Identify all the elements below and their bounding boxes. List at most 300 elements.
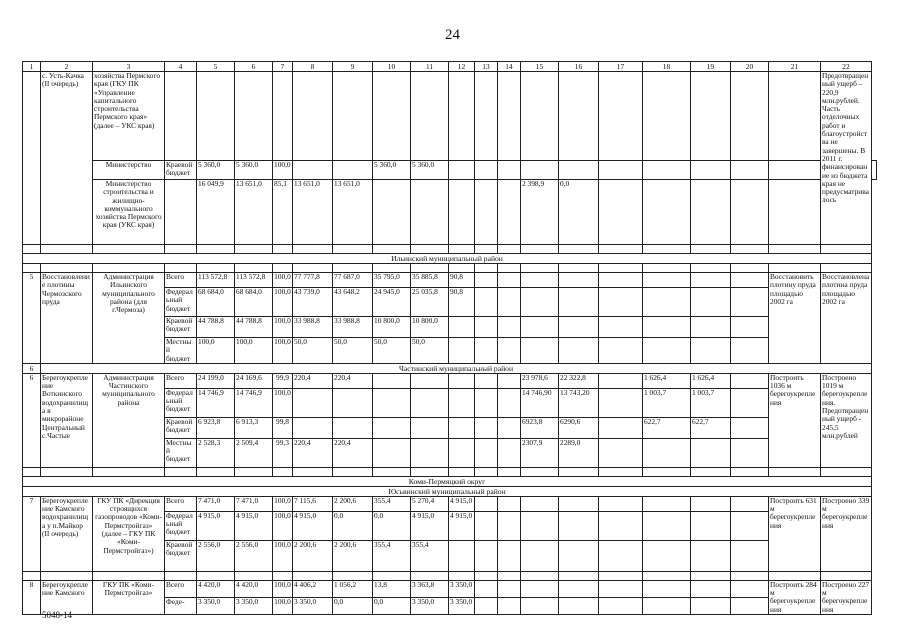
table-row: [23, 180, 877, 245]
table-cell: [731, 264, 769, 273]
table-cell: [273, 264, 293, 273]
value-cell: [691, 597, 731, 614]
table-cell: [373, 571, 411, 580]
table-cell: [411, 264, 449, 273]
budget-type: Всего: [165, 273, 197, 288]
table-cell: [411, 467, 449, 476]
value-cell: 2 509,4: [235, 438, 273, 467]
value-cell: 0,0: [559, 180, 599, 245]
column-number: 15: [521, 62, 559, 72]
section-header: Коми-Пермяцкий округ: [23, 476, 872, 486]
value-cell: [411, 417, 449, 438]
table-cell: [475, 571, 498, 580]
table-cell: [293, 571, 333, 580]
value-cell: [599, 180, 643, 245]
column-number: 8: [293, 62, 333, 72]
value-cell: 90,8: [449, 288, 475, 317]
value-cell: 4 420,0: [197, 580, 235, 597]
table-cell: [521, 571, 559, 580]
value-cell: [731, 438, 769, 467]
value-cell: [559, 540, 599, 571]
table-cell: [691, 467, 731, 476]
table-cell: [821, 245, 872, 254]
table-cell: [449, 571, 475, 580]
value-cell: [498, 373, 521, 388]
value-cell: 77 777,8: [293, 273, 333, 288]
table-cell: [599, 571, 643, 580]
value-cell: [599, 273, 643, 288]
value-cell: 24 945,0: [373, 288, 411, 317]
table-cell: [498, 72, 521, 161]
table-cell: [769, 180, 821, 245]
table-row: [23, 476, 877, 486]
value-cell: [599, 373, 643, 388]
value-cell: [475, 273, 498, 288]
table-cell: [521, 467, 559, 476]
table-cell: [293, 264, 333, 273]
value-cell: [333, 388, 373, 417]
table-cell: [165, 467, 197, 476]
table-cell: [872, 161, 877, 180]
value-cell: 50,0: [411, 338, 449, 364]
value-cell: [731, 388, 769, 417]
column-number: 16: [559, 62, 599, 72]
value-cell: 4 915,0: [197, 511, 235, 540]
value-cell: 220,4: [333, 373, 373, 388]
table-row: [23, 72, 877, 161]
value-cell: 2 200,6: [333, 540, 373, 571]
table-cell: [643, 571, 691, 580]
value-cell: 5 360,0: [411, 161, 449, 180]
value-cell: 7 471,0: [197, 496, 235, 511]
value-cell: [411, 373, 449, 388]
table-cell: [559, 264, 599, 273]
table-cell: [333, 264, 373, 273]
table-cell: [93, 264, 165, 273]
table-cell: [731, 161, 769, 180]
table-cell: [599, 245, 643, 254]
value-cell: 100,0: [273, 273, 293, 288]
column-number: 11: [411, 62, 449, 72]
value-cell: 0,0: [333, 511, 373, 540]
table-cell: [599, 264, 643, 273]
table-cell: [731, 72, 769, 161]
budget-type: Краевой бюджет: [165, 540, 197, 571]
value-cell: 0,0: [373, 597, 411, 614]
value-cell: [691, 540, 731, 571]
value-cell: 220,4: [293, 438, 333, 467]
value-cell: 3 350,0: [235, 597, 273, 614]
value-cell: 13 651,0: [293, 180, 333, 245]
value-cell: 2 556,0: [197, 540, 235, 571]
table-cell: [273, 72, 293, 161]
value-cell: 50,0: [333, 338, 373, 364]
table-cell: [293, 467, 333, 476]
value-cell: 99,8: [273, 417, 293, 438]
value-cell: 4 915,0: [235, 511, 273, 540]
table-cell: [197, 245, 235, 254]
table-cell: [498, 264, 521, 273]
executor-cell: хозяйства Пермского края (ГКУ ПК «Управление капитального строительства Пермского края» (далее – УКС края): [93, 72, 165, 161]
value-cell: [411, 388, 449, 417]
value-cell: [449, 438, 475, 467]
value-cell: [599, 388, 643, 417]
value-cell: 4 915,0: [449, 511, 475, 540]
value-cell: 355,4: [411, 540, 449, 571]
value-cell: 2289,0: [559, 438, 599, 467]
value-cell: [731, 597, 769, 614]
value-cell: [521, 338, 559, 364]
value-cell: [475, 161, 498, 180]
value-cell: [498, 388, 521, 417]
value-cell: 24 199,0: [197, 373, 235, 388]
value-cell: 43 648,2: [333, 288, 373, 317]
table-cell: [599, 467, 643, 476]
value-cell: [691, 580, 731, 597]
value-cell: 50,0: [373, 338, 411, 364]
table-cell: [691, 264, 731, 273]
value-cell: 43 739,0: [293, 288, 333, 317]
column-number: 4: [165, 62, 197, 72]
value-cell: 4 915,0: [449, 496, 475, 511]
value-cell: 220,4: [333, 438, 373, 467]
value-cell: [373, 180, 411, 245]
table-cell: [731, 467, 769, 476]
table-cell: [475, 72, 498, 161]
value-cell: 1 003,7: [691, 388, 731, 417]
table-cell: [41, 264, 93, 273]
value-cell: 5 360,0: [373, 161, 411, 180]
object-name: Берегоукрепление Камского водохранилища у п.Майкор (II очередь): [41, 496, 93, 571]
value-cell: 100,0: [273, 580, 293, 597]
table-row: [23, 571, 877, 580]
value-cell: 6290,6: [559, 417, 599, 438]
value-cell: [498, 273, 521, 288]
value-cell: 100,0: [235, 338, 273, 364]
budget-type: Местный бюджет: [165, 338, 197, 364]
row-number: [23, 72, 41, 245]
value-cell: [521, 273, 559, 288]
value-cell: [643, 338, 691, 364]
table-cell: [273, 571, 293, 580]
table-cell: [821, 467, 872, 476]
budget-type: Федеральный бюджет: [165, 511, 197, 540]
value-cell: 1 626,4: [691, 373, 731, 388]
value-cell: [643, 438, 691, 467]
value-cell: 100,0: [273, 540, 293, 571]
value-cell: [521, 597, 559, 614]
table-row: [23, 245, 877, 254]
table-cell: [411, 72, 449, 161]
table-cell: [197, 467, 235, 476]
value-cell: 100,0: [273, 511, 293, 540]
value-cell: [599, 417, 643, 438]
budget-type: Федеральный бюджет: [165, 388, 197, 417]
table-cell: [691, 72, 731, 161]
value-cell: [449, 180, 475, 245]
value-cell: [373, 438, 411, 467]
object-name: Восстановление плотины Чермозского пруда: [41, 273, 93, 364]
table-row: [23, 62, 877, 72]
value-cell: [691, 338, 731, 364]
value-cell: [731, 338, 769, 364]
value-cell: 1 003,7: [643, 388, 691, 417]
section-header: Ильинский муниципальный район: [23, 254, 872, 264]
value-cell: [691, 161, 731, 180]
table-cell: [235, 72, 273, 161]
table-cell: [731, 245, 769, 254]
value-cell: [643, 288, 691, 317]
table-cell: [411, 245, 449, 254]
value-cell: [691, 496, 731, 511]
value-cell: [475, 496, 498, 511]
value-cell: 13 651,0: [333, 180, 373, 245]
table-cell: [165, 180, 197, 245]
column-number: 19: [691, 62, 731, 72]
value-cell: [521, 317, 559, 338]
value-cell: [559, 580, 599, 597]
value-cell: 35 885,8: [411, 273, 449, 288]
table-row: [23, 467, 877, 476]
value-cell: [691, 273, 731, 288]
value-cell: 99,3: [273, 438, 293, 467]
value-cell: 6 913,3: [235, 417, 273, 438]
value-cell: 25 035,8: [411, 288, 449, 317]
value-cell: 5 270,4: [411, 496, 449, 511]
value-cell: [475, 511, 498, 540]
table-cell: [769, 264, 821, 273]
value-cell: 5 360,0: [235, 161, 273, 180]
table-cell: [411, 571, 449, 580]
value-cell: [498, 438, 521, 467]
value-cell: [475, 597, 498, 614]
value-cell: 44 788,8: [197, 317, 235, 338]
table-cell: [273, 245, 293, 254]
plan-cell: Построить 1036 м берегоукрепления: [769, 373, 821, 467]
value-cell: [643, 161, 691, 180]
value-cell: [449, 417, 475, 438]
table-row: [23, 496, 877, 511]
value-cell: 100,0: [273, 288, 293, 317]
value-cell: [373, 373, 411, 388]
value-cell: 3 350,0: [449, 597, 475, 614]
value-cell: 14 746,9: [235, 388, 273, 417]
value-cell: [449, 540, 475, 571]
value-cell: 14 746,90: [521, 388, 559, 417]
table-cell: [769, 72, 821, 161]
plan-cell: Построить 631 м берегоукрепления: [769, 496, 821, 571]
value-cell: 3 350,0: [449, 580, 475, 597]
executor-cell: Администрация Частинского муниципального района: [93, 373, 165, 467]
budget-table: [22, 61, 877, 615]
table-cell: [23, 467, 41, 476]
value-cell: [475, 180, 498, 245]
table-cell: [643, 72, 691, 161]
value-cell: [521, 540, 559, 571]
value-cell: 100,0: [273, 388, 293, 417]
value-cell: 1 056,2: [333, 580, 373, 597]
table-cell: [93, 571, 165, 580]
table-cell: [373, 467, 411, 476]
budget-type: Краевой бюджет: [165, 161, 197, 180]
table-cell: [599, 72, 643, 161]
table-cell: [475, 467, 498, 476]
value-cell: [643, 540, 691, 571]
column-number: 1: [23, 62, 41, 72]
column-number: 7: [273, 62, 293, 72]
value-cell: [521, 511, 559, 540]
value-cell: [559, 161, 599, 180]
value-cell: [373, 417, 411, 438]
value-cell: 77 687,0: [333, 273, 373, 288]
value-cell: [643, 496, 691, 511]
value-cell: [521, 288, 559, 317]
table-cell: [821, 571, 872, 580]
value-cell: [599, 597, 643, 614]
table-cell: [559, 467, 599, 476]
column-number: 17: [599, 62, 643, 72]
value-cell: [599, 161, 643, 180]
value-cell: [498, 161, 521, 180]
table-row: [23, 373, 877, 388]
value-cell: [498, 580, 521, 597]
executor-cell: Министерство строительства и жилищно-коммунального хозяйства Пермского края (УКС края): [93, 180, 165, 245]
budget-type: Местный бюджет: [165, 438, 197, 467]
table-cell: [235, 245, 273, 254]
table-cell: [821, 264, 872, 273]
value-cell: [475, 540, 498, 571]
value-cell: 7 471,0: [235, 496, 273, 511]
object-name: Берегоукрепление Камского: [41, 580, 93, 614]
table-cell: [235, 467, 273, 476]
value-cell: [498, 288, 521, 317]
value-cell: 100,0: [273, 317, 293, 338]
plan-cell: Восстановить плотину пруда площадью 2002 га: [769, 273, 821, 364]
value-cell: 13 743,20: [559, 388, 599, 417]
table-cell: [23, 245, 41, 254]
column-number: 10: [373, 62, 411, 72]
value-cell: [498, 597, 521, 614]
value-cell: 4 420,0: [235, 580, 273, 597]
object-name: Берегоукрепление Воткинского водохранилища в микрорайоне Центральный с.Частые: [41, 373, 93, 467]
section-header: Частинский муниципальный район: [41, 363, 872, 373]
row-number: 5: [23, 273, 41, 364]
value-cell: [599, 338, 643, 364]
value-cell: [498, 338, 521, 364]
table-cell: [197, 264, 235, 273]
column-number: 13: [475, 62, 498, 72]
value-cell: [293, 161, 333, 180]
table-cell: [691, 245, 731, 254]
table-cell: [197, 72, 235, 161]
value-cell: [691, 511, 731, 540]
table-cell: [475, 264, 498, 273]
table-cell: [643, 245, 691, 254]
value-cell: [293, 388, 333, 417]
value-cell: [691, 438, 731, 467]
column-number: 5: [197, 62, 235, 72]
value-cell: 3 350,0: [197, 597, 235, 614]
column-number: 18: [643, 62, 691, 72]
value-cell: [599, 438, 643, 467]
value-cell: [559, 496, 599, 511]
value-cell: 3 350,0: [411, 597, 449, 614]
value-cell: [373, 388, 411, 417]
value-cell: [411, 438, 449, 467]
value-cell: 24 169,6: [235, 373, 273, 388]
value-cell: [559, 273, 599, 288]
value-cell: [333, 161, 373, 180]
document-code: 5048-14: [42, 610, 72, 620]
value-cell: 68 684,0: [235, 288, 273, 317]
value-cell: [521, 580, 559, 597]
budget-type: Краевой бюджет: [165, 317, 197, 338]
value-cell: [643, 597, 691, 614]
result-note: Предотвращенный ущерб – 220,9 млн.рублей. Часть отделочных работ и благоустройства не завершены. В 2011 г. финансирование из бюджета края не предусматривалось: [821, 72, 872, 245]
value-cell: 14 746,9: [197, 388, 235, 417]
column-number: 2: [41, 62, 93, 72]
table-cell: [769, 571, 821, 580]
value-cell: 33 988,8: [333, 317, 373, 338]
section-header: Юсьвинский муниципальный район: [23, 486, 872, 496]
value-cell: [731, 317, 769, 338]
table-cell: [165, 245, 197, 254]
value-cell: 100,0: [273, 496, 293, 511]
table-cell: [333, 467, 373, 476]
value-cell: [691, 317, 731, 338]
table-cell: [235, 571, 273, 580]
value-cell: [731, 273, 769, 288]
value-cell: 90,8: [449, 273, 475, 288]
value-cell: [411, 180, 449, 245]
value-cell: 0,0: [333, 597, 373, 614]
value-cell: [293, 417, 333, 438]
value-cell: 4 915,0: [293, 511, 333, 540]
table-cell: [333, 571, 373, 580]
executor-cell: ГКУ ПК «Дирекция строящихся газопроводов «Коми-Пермстройгаз» (далее – ГКУ ПК «Коми-Пермстройгаз»): [93, 496, 165, 571]
value-cell: 622,7: [691, 417, 731, 438]
value-cell: [449, 161, 475, 180]
table-row: [23, 273, 877, 288]
table-cell: [41, 571, 93, 580]
value-cell: [599, 317, 643, 338]
value-cell: 2307,9: [521, 438, 559, 467]
result-note: Построено 339 м берегоукрепления: [821, 496, 872, 571]
table-cell: [165, 72, 197, 161]
value-cell: 3 350,0: [293, 597, 333, 614]
value-cell: [498, 317, 521, 338]
table-row: [23, 264, 877, 273]
table-cell: [293, 72, 333, 161]
value-cell: [475, 373, 498, 388]
value-cell: 6923,8: [521, 417, 559, 438]
value-cell: 355,4: [373, 496, 411, 511]
column-number: 9: [333, 62, 373, 72]
table-cell: [559, 571, 599, 580]
result-note: Построено 227 м берегоукрепления: [821, 580, 872, 614]
table-cell: [498, 571, 521, 580]
value-cell: [731, 417, 769, 438]
table-cell: [731, 571, 769, 580]
value-cell: [599, 288, 643, 317]
value-cell: 44 788,8: [235, 317, 273, 338]
value-cell: [731, 496, 769, 511]
column-number: 20: [731, 62, 769, 72]
value-cell: [559, 597, 599, 614]
value-cell: [475, 288, 498, 317]
budget-type: Краевой бюджет: [165, 417, 197, 438]
table-cell: [769, 467, 821, 476]
